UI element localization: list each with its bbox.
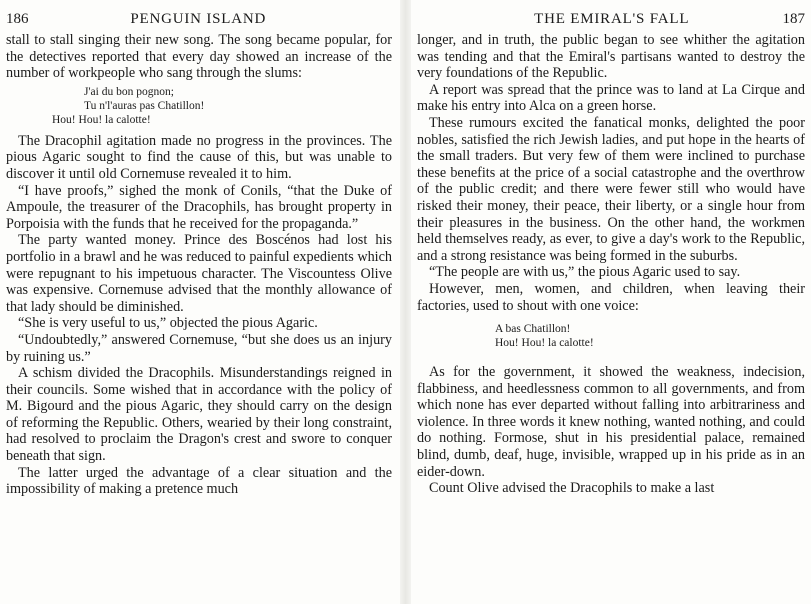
song-line: J'ai du bon pognon; [84,85,174,98]
left-running-head [6,6,392,32]
paragraph: A report was spread that the prince was to land at La Cirque and make his entry into Alca on a green horse. [417,81,805,115]
paragraph: longer, and in truth, the public began to see whither the agitation was tending and that the Emiral's partisans wanted to destroy the very foundations of the Republic. [417,32,805,82]
paragraph: A schism divided the Dracophils. Misunderstandings reigned in their councils. Some wished that in accordance with the policy of M. Bigourd and the pious Agaric, they should carry on the design of reforming the Republic. Others, wearied by their long constraint, had resolved to proclaim the Dragon's crest and swore to conquer beneath that sign. [6,365,392,465]
paragraph: However, men, women, and children, when leaving their factories, used to shout with one voice: [417,280,805,314]
song-line: Hou! Hou! la calotte! [52,113,151,126]
left-running-title: PENGUIN ISLAND [130,11,267,27]
song-verse [417,322,805,350]
paragraph: As for the government, it showed the weakness, indecision, flabbiness, and heedlessness common to all governments, and from which none has ever departed without falling into arbitrariness and violence. In three words it knew nothing, wanted nothing, and could do nothing. Formose, shut in his presidential palace, remained blind, dumb, deaf, huge, invisible, wrapped up in his pride as in an eider-down. [417,364,805,480]
left-page-number: 186 [6,11,29,27]
paragraph: These rumours excited the fanatical monks, delighted the poor nobles, satisfied the rich Jewish ladies, and put hope in the hearts of the small traders. But very few of them were inclined to purchase these benefits at the price of a social catastrophe and the overthrow of the public credit; and there were fewer still who would have risked their money, their peace, their liberty, or a single hour from their pleasures in the business. On the other hand, the workmen held themselves ready, as ever, to give a day's work to the Republic, and a strong resistance was being formed in the suburbs. [417,114,805,264]
right-page-body [417,32,805,497]
paragraph: The latter urged the advantage of a clear situation and the impossibility of making a pretence much [6,464,392,498]
right-page [411,0,811,604]
song-verse [6,85,392,127]
paragraph: “She is very useful to us,” objected the pious Agaric. [18,315,318,332]
right-running-title: THE EMIRAL'S FALL [534,11,690,27]
paragraph: The Dracophil agitation made no progress in the provinces. The pious Agaric sought to find the cause of this, but was unable to discover it until old Cornemuse revealed it to him. [6,132,392,182]
left-page [0,0,400,604]
song-line: Hou! Hou! la calotte! [495,337,594,350]
right-page-number: 187 [782,11,805,27]
left-page-body [6,32,392,498]
right-running-head [417,6,805,32]
paragraph: stall to stall singing their new song. The song became popular, for the detectives reported that every day showed an increase of the number of workpeople who sang through the slums: [6,32,392,82]
paragraph: The party wanted money. Prince des Boscénos had lost his portfolio in a brawl and he was reduced to painful expedients which were repugnant to his impetuous character. The Viscountess Olive was expensive. Cornemuse advised that the monthly allowance of that lady should be diminished. [6,232,392,315]
song-line: Tu n'l'auras pas Chatillon! [84,99,205,112]
song-line: A bas Chatillon! [495,323,571,336]
paragraph: “I have proofs,” sighed the monk of Conils, “that the Duke of Ampoule, the treasurer of the Dracophils, has brought property in Porpoisia with the funds that he received for the propaganda.” [6,182,392,232]
paragraph: “The people are with us,” the pious Agaric used to say. [429,264,741,281]
paragraph: Count Olive advised the Dracophils to make a last [429,480,715,497]
book-gutter [400,0,411,604]
paragraph: “Undoubtedly,” answered Cornemuse, “but she does us an injury by ruining us.” [6,331,392,365]
